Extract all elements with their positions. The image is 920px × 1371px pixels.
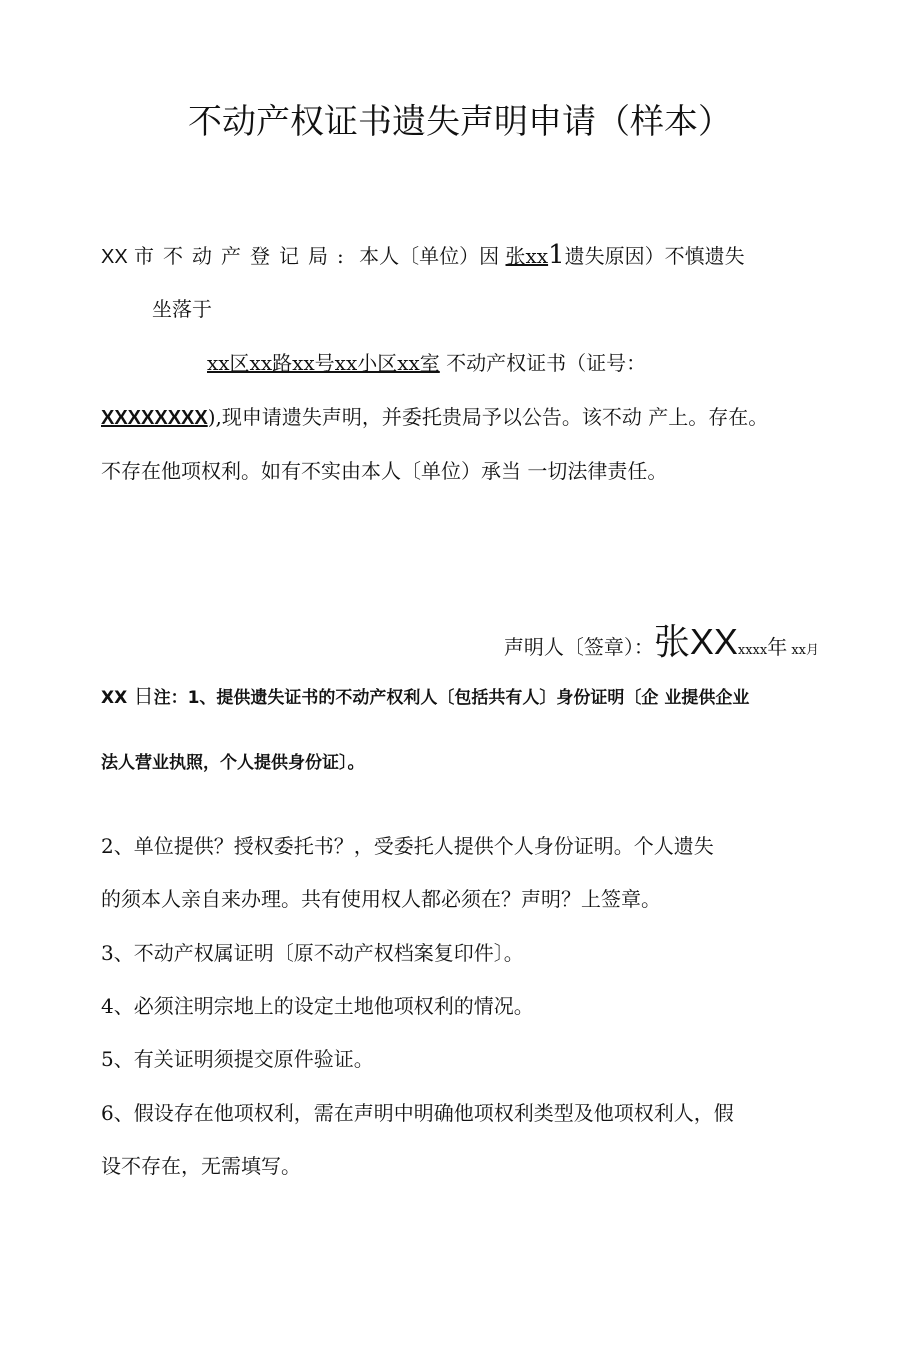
document-title: 不动产权证书遗失声明申请（样本） — [188, 102, 732, 142]
note-2: 2、单位提供？授权委托书？，受委托人提供个人身份证明。个人遗失 — [101, 834, 714, 858]
note-2-cont: 的须本人亲自来办理。共有使用权人都必须在？声明？上签章。 — [101, 887, 661, 911]
body-line-4 — [101, 405, 768, 430]
note-1-cont: 法人营业执照，个人提供身份证〕。 — [101, 753, 365, 773]
city-placeholder: XX — [101, 246, 128, 268]
body-line-2: 坐落于 — [152, 297, 212, 321]
text: 不动产权证书（证号： — [439, 351, 647, 375]
body-line-3 — [207, 351, 646, 375]
text: 遗失原因）不慎遗失 — [564, 244, 745, 268]
month: xx月 — [787, 643, 819, 658]
note-1 — [101, 684, 749, 710]
bureau-name: 市不动产登记局: — [134, 244, 353, 268]
text: 日 — [127, 684, 154, 708]
text: 1 — [548, 240, 565, 270]
property-address: xx区xx路xx号xx小区xx室 — [207, 351, 440, 375]
day: XX — [101, 688, 128, 708]
text: 张xx — [505, 244, 549, 268]
text: 本人〔单位）因 — [359, 244, 506, 268]
certificate-number: XXXXXXXX — [101, 407, 208, 429]
text: 注：1、提供遗失证书的不动产权利人〔包括共有人〕身份证明〔企 业提供企业 — [153, 688, 750, 708]
text: ),现申请遗失声明，并委托贵局予以公告。该不动 产上。存在。 — [207, 405, 769, 429]
note-6: 6、假设存在他项权利，需在声明中明确他项权利类型及他项权利人，假 — [101, 1101, 734, 1125]
body-line-5: 不存在他项权利。如有不实由本人〔单位）承当 一切法律责任。 — [101, 459, 668, 483]
note-3: 3、不动产权属证明〔原不动产权档案复印件〕。 — [101, 941, 524, 965]
applicant-name — [506, 244, 549, 268]
note-5: 5、有关证明须提交原件验证。 — [101, 1047, 374, 1071]
signature-label: 声明人〔签章）： — [503, 635, 654, 659]
signature-line — [504, 622, 819, 671]
text: 年 — [767, 635, 788, 659]
signature-name: 张XX — [653, 621, 738, 662]
note-4: 4、必须注明宗地上的设定土地他项权利的情况。 — [101, 994, 534, 1018]
body-line-1 — [101, 240, 745, 270]
note-6-cont: 设不存在，无需填写。 — [101, 1154, 301, 1178]
year: xxxx — [737, 643, 768, 658]
